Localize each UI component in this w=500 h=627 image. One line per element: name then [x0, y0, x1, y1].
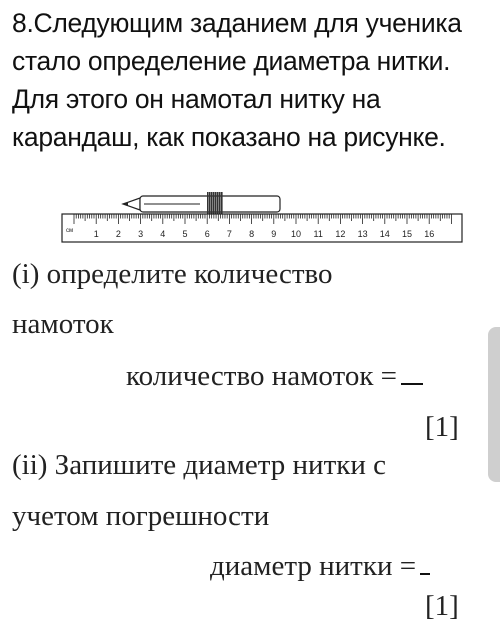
ruler-label: 9: [271, 229, 277, 239]
ruler-label: 13: [357, 229, 368, 239]
part1-question-line2: намоток: [12, 308, 114, 340]
thread-winding: [213, 192, 215, 216]
ruler-label: 4: [160, 229, 166, 239]
part2-marks: [1]: [425, 590, 459, 622]
ruler-label: 6: [204, 229, 210, 239]
thread-winding: [217, 192, 219, 216]
ruler-label: 16: [424, 229, 435, 239]
part1-answer-label: количество намоток =: [126, 360, 398, 392]
ruler-label: 14: [379, 229, 390, 239]
ruler-label: 8: [249, 229, 255, 239]
part2-answer-label: диаметр нитки =: [210, 550, 417, 582]
thread-winding: [211, 192, 213, 216]
ruler-label: 1: [93, 229, 99, 239]
ruler-label: 7: [226, 229, 232, 239]
ruler-label: 11: [313, 229, 323, 239]
part1-answer-line: [126, 360, 423, 393]
ruler-label: 3: [138, 229, 144, 239]
ruler: [62, 214, 462, 242]
part1-answer-blank[interactable]: [401, 379, 423, 385]
ruler-unit-label: см: [66, 228, 74, 234]
thread-winding: [221, 192, 223, 216]
ruler-label: 5: [182, 229, 188, 239]
part2-answer-blank[interactable]: [420, 569, 430, 575]
thread-winding: [209, 192, 211, 216]
ruler-label: 15: [401, 229, 413, 239]
scrollbar-thumb[interactable]: [488, 327, 500, 482]
ruler-label: 10: [290, 229, 302, 239]
part1-question-line1: (i) определите количество: [12, 258, 333, 290]
thread-winding: [207, 192, 209, 216]
part1-marks: [1]: [425, 411, 459, 443]
ruler-label: 12: [335, 229, 346, 239]
pencil-illustration: [123, 192, 280, 216]
part2-question-line2: учетом погрешности: [12, 500, 270, 532]
part2-answer-line: [210, 550, 430, 583]
task-heading: 8.Следующим заданием для ученика стало определение диаметра нитки. Для этого он намотал нитку на карандаш, как показано на рисунке.: [12, 8, 462, 152]
ruler-label: 2: [115, 229, 121, 239]
pencil-ruler-figure: [60, 188, 465, 248]
thread-winding: [219, 192, 221, 216]
thread-winding: [215, 192, 217, 216]
part2-question-line1: (ii) Запишите диаметр нитки с: [12, 449, 386, 481]
